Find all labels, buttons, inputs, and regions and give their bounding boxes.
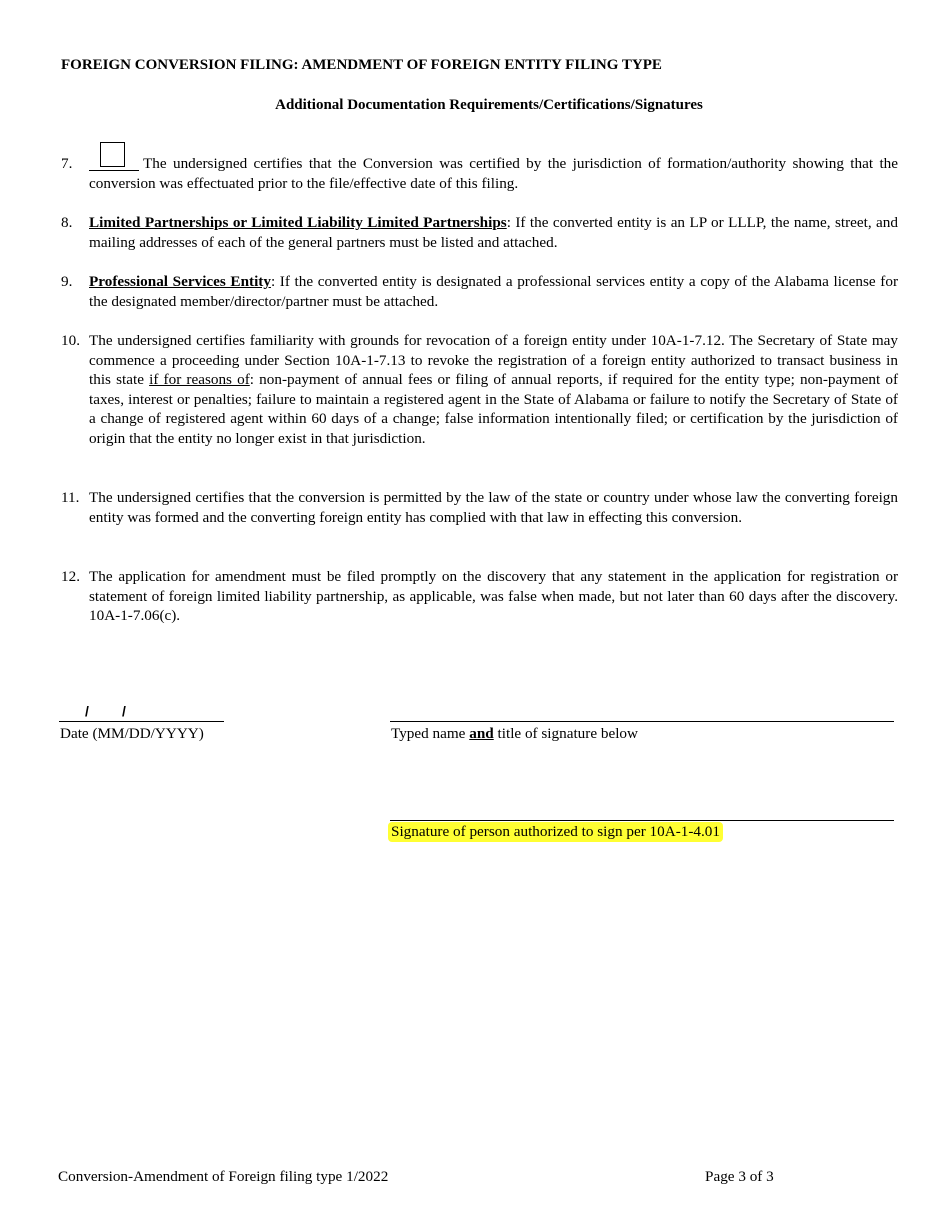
item-text: The undersigned certifies that the conversion is permitted by the law of the state or country under whose law the converting foreign entity was formed and the converting foreign entity has complied with that law in effecting this conversion. (89, 489, 898, 526)
signature-label-highlight: Signature of person authorized to sign per 10A-1-4.01 (388, 822, 723, 842)
item-number: 11. (61, 489, 80, 506)
list-item-12 (61, 567, 898, 626)
item-text: : If the converted entity is an LP or LLLP, the name, street, and mailing addresses of each of the general partners must be listed and attached. (89, 214, 898, 251)
footer-form-id: Conversion-Amendment of Foreign filing type 1/2022 (58, 1168, 389, 1185)
footer-page-number: Page 3 of 3 (705, 1168, 774, 1185)
item-text: The undersigned certifies familiarity with grounds for revocation of a foreign entity under 10A-1-7.12. The Secretary of State may commence a proceeding under Section 10A-1-7.13 to revoke the registration of a foreign entity authorized to transact business in this state (89, 332, 898, 389)
signature-label (388, 822, 723, 842)
certification-checkbox[interactable] (100, 142, 125, 167)
signature-field[interactable] (390, 797, 894, 819)
item-number: 10. (61, 332, 80, 349)
typed-name-label-text: title of signature below (497, 725, 638, 742)
item-number: 12. (61, 568, 80, 585)
item-body (89, 154, 898, 193)
item-text: : non-payment of annual fees or filing of annual reports, if required for the entity type; non-payment of taxes, interest or penalties; failure to maintain a registered agent in the State of Alabama or failure to notify the Secretary of State of a change of registered agent within 60 days of a change; false information intentionally filed; or certification by the jurisdiction of origin that the entity no longer exist in that jurisdiction. (89, 371, 898, 447)
item-text: : If the converted entity is designated a professional services entity a copy of the Alabama license for the designated member/director/partner must be attached. (89, 273, 898, 310)
item-number: 8. (61, 214, 73, 231)
list-item-7 (61, 154, 898, 193)
item-body (89, 567, 898, 626)
typed-name-label (391, 724, 638, 744)
typed-name-label-emphasis: and (469, 725, 494, 742)
item-underlined-text: if for reasons of (149, 371, 250, 389)
date-label: Date (MM/DD/YYYY) (60, 725, 204, 742)
list-item-9 (61, 272, 898, 311)
item-body (89, 488, 898, 527)
list-item-10 (61, 331, 898, 449)
document-title: FOREIGN CONVERSION FILING: AMENDMENT OF FOREIGN ENTITY FILING TYPE (61, 57, 662, 73)
section-subtitle: Additional Documentation Requirements/Certifications/Signatures (275, 97, 703, 113)
item-text: The undersigned certifies that the Conversion was certified by the jurisdiction of formation/authority showing that the conversion was effectuated prior to the file/effective date of this filing. (89, 155, 898, 192)
item-number: 7. (61, 155, 73, 172)
checkbox-blank (89, 154, 139, 171)
item-heading: Limited Partnerships or Limited Liability Limited Partnerships (89, 214, 507, 231)
list-item-8 (61, 213, 898, 252)
item-body (89, 272, 898, 311)
date-separator: / (85, 703, 89, 719)
typed-name-field[interactable] (390, 698, 894, 720)
signature-line (390, 820, 894, 821)
date-separator: / (122, 703, 126, 719)
item-number: 9. (61, 273, 73, 290)
typed-name-line (390, 721, 894, 722)
date-line (59, 721, 224, 722)
item-heading: Professional Services Entity (89, 273, 271, 290)
date-field[interactable] (59, 700, 224, 722)
item-body (89, 213, 898, 252)
list-item-11 (61, 488, 898, 527)
item-body (89, 331, 898, 449)
item-text: The application for amendment must be filed promptly on the discovery that any statement in the application for registration or statement of foreign limited liability partnership, as applicable, was false when made, but not later than 60 days after the discovery. 10A-1-7.06(c). (89, 568, 898, 625)
typed-name-label-text: Typed name (391, 725, 466, 742)
